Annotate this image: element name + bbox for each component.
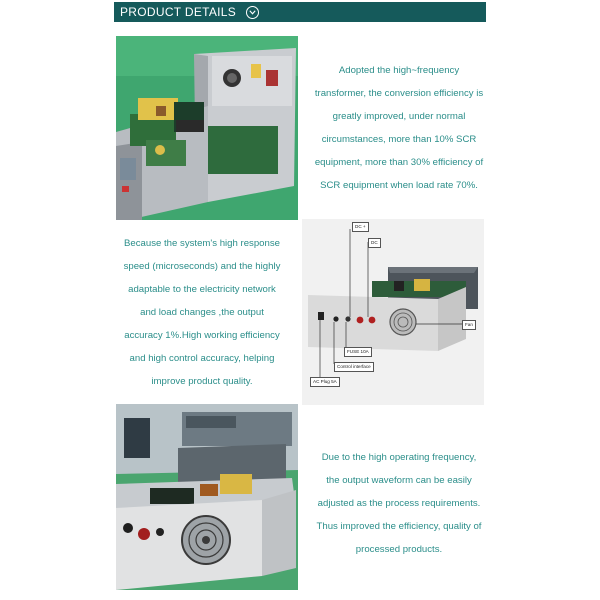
feature-1-line-5: equipment, more than 30% efficiency of bbox=[314, 157, 484, 168]
feature-1-line-1: Adopted the high~frequency bbox=[338, 65, 460, 76]
feature-2-line-6: and high control accuracy, helping bbox=[129, 352, 275, 364]
feature-2-line-3: adaptable to the electricity network bbox=[128, 283, 276, 295]
feature-3-line-2: the output waveform can be easily bbox=[326, 474, 472, 486]
callout-dc-plus: DC + bbox=[352, 222, 369, 232]
feature-2-line-2: speed (microseconds) and the highly bbox=[123, 260, 281, 272]
chevron-down-icon[interactable] bbox=[246, 6, 259, 19]
feature-1-line-4: circumstances, more than 10% SCR bbox=[321, 134, 477, 145]
product-photo-open-cabinet bbox=[116, 36, 298, 220]
feature-3-line-3: adjusted as the process requirements. bbox=[317, 497, 481, 509]
feature-description-1 bbox=[300, 58, 498, 198]
product-photo-in-workshop bbox=[116, 404, 298, 590]
feature-2-line-1: Because the system's high response bbox=[124, 237, 280, 249]
feature-3-line-4: Thus improved the efficiency, quality of bbox=[316, 520, 482, 532]
feature-2-line-4: and load changes ,the output bbox=[140, 306, 264, 318]
callout-fan: Fan bbox=[462, 320, 476, 330]
feature-3-line-5: processed products. bbox=[355, 543, 443, 555]
feature-1-line-2: transformer, the conversion efficiency is bbox=[314, 88, 484, 99]
callout-fuse: FUSE 10A bbox=[344, 347, 372, 357]
product-connection-diagram bbox=[302, 219, 484, 405]
callout-dc: DC bbox=[368, 238, 381, 248]
callout-control-interface: Control interface bbox=[334, 362, 374, 372]
feature-1-line-3: greatly improved, under normal bbox=[332, 111, 466, 122]
feature-description-3 bbox=[296, 444, 502, 562]
feature-3-line-1: Due to the high operating frequency, bbox=[321, 451, 477, 463]
feature-2-line-7: improve product quality. bbox=[151, 375, 253, 387]
product-details-header[interactable] bbox=[114, 2, 486, 22]
feature-2-line-5: accuracy 1%.High working efficiency bbox=[124, 329, 280, 341]
feature-description-2 bbox=[102, 230, 302, 394]
feature-1-line-6: SCR equipment when load rate 70%. bbox=[320, 180, 478, 191]
header-title: PRODUCT DETAILS bbox=[120, 5, 237, 19]
callout-ac-plug: AC Plug 5A bbox=[310, 377, 340, 387]
